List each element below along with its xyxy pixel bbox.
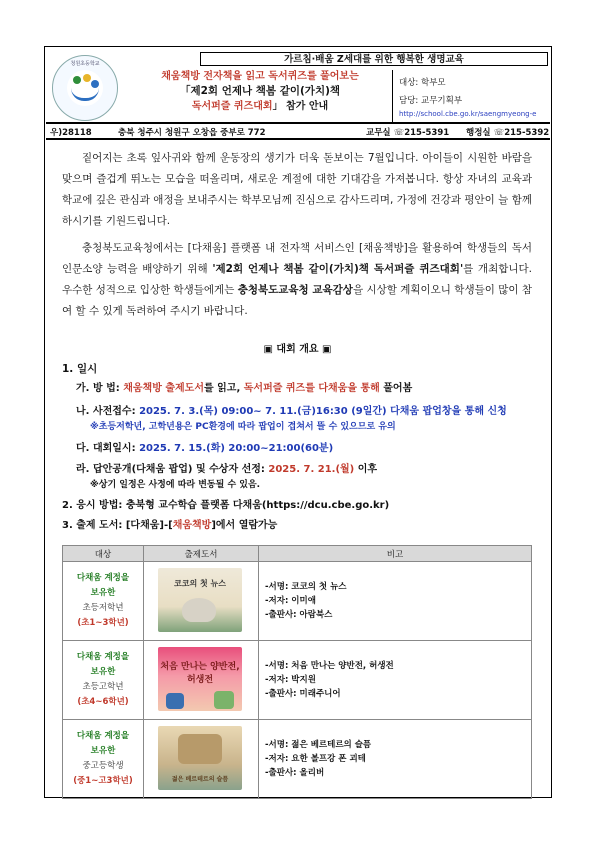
table-row <box>63 641 532 720</box>
dept-text: 담당: 교무기획부 <box>399 96 463 106</box>
book-cover-cell <box>144 562 259 641</box>
book-cover-image: 젊은 베르테르의 슬픔 <box>158 726 242 790</box>
book-cover-cell <box>144 641 259 720</box>
letter-meta <box>392 70 551 122</box>
pre-registration-line: 나. 사전접수: 2025. 7. 3.(목) 09:00~ 7. 11.(금)16:30 (9일간) 다채움 팝업창을 통해 신청 <box>76 406 507 417</box>
target-cell: 다채움 계정을 보유한 중고등학생 (중1~고3학년) <box>63 720 144 799</box>
target-cell: 다채움 계정을 보유한 초등고학년 (초4~6학년) <box>63 641 144 720</box>
target-cell: 다채움 계정을 보유한 초등저학년 (초1~3학년) <box>63 562 144 641</box>
table-row <box>63 720 532 799</box>
answer-release-line: 라. 답안공개(다채움 팝업) 및 수상자 선정: 2025. 7. 21.(월) 이후 <box>76 464 378 475</box>
table-header-row <box>63 546 532 562</box>
header-notes: 비고 <box>259 546 532 562</box>
title-line-1: 채움책방 전자책을 읽고 독서퀴즈를 풀어보는 <box>161 71 359 82</box>
section-schedule: 1. 일시 <box>62 363 98 375</box>
header-book: 출제도서 <box>144 546 259 562</box>
letter-title <box>130 70 390 120</box>
header-target: 대상 <box>63 546 144 562</box>
contest-paragraph: 충청북도교육청에서는 [다채움] 플랫폼 내 전자책 서비스인 [채움책방]을 활용하여 학생들의 독서인문소양 능력을 배양하기 위해 '제2회 언제나 책봄 같이(가치)책 독서퍼즐 퀴즈대회'를 개최합니다. 우수한 성적으로 입상한 학생들에게는 충청북도교육청 교육감상을 시상할 계획이오니 학생들이 많이 참여 할 수 있게 독려하여 주시기 바랍니다. <box>62 242 532 317</box>
book-info-cell: -서명: 처음 만나는 양반전, 허생전 -저자: 박지원 -출판사: 미래주니어 <box>259 641 532 720</box>
pre-registration-note: ※초등저학년, 고학년용은 PC환경에 따라 팝업이 겹쳐서 뜰 수 있으므로 유의 <box>90 422 396 432</box>
schedule-change-note: ※상기 일정은 사정에 따라 변동될 수 있음. <box>90 480 261 490</box>
book-cover-image: 처음 만나는 양반전, 허생전 <box>158 647 242 711</box>
school-logo <box>52 55 118 121</box>
book-table <box>62 545 532 799</box>
postal-code: 우)28118 <box>50 128 92 138</box>
books-line: 3. 출제 도서: [다채움]-[채움책방]에서 열람가능 <box>62 520 278 531</box>
method-line: 가. 방 법: 채움책방 출제도서를 읽고, 독서퍼즐 퀴즈를 다채움을 통해 풀어봄 <box>76 383 413 394</box>
school-url-link[interactable]: http://school.cbe.go.kr/saengmyeong-e <box>399 110 537 118</box>
apply-method-line: 2. 응시 방법: 충북형 교수학습 플랫폼 다채움(https://dcu.cbe.go.kr) <box>62 500 390 511</box>
address-bar <box>46 122 550 140</box>
title-line-2: 「제2회 언제나 책봄 같이(가치)책 <box>179 85 341 97</box>
school-address: 충북 청주시 청원구 오창읍 중부로 772 <box>118 128 266 138</box>
admin-phone: 행정실 ☏215-5392 <box>466 128 550 138</box>
book-cover-cell <box>144 720 259 799</box>
greeting-paragraph: 짙어지는 초록 잎사귀와 함께 운동장의 생기가 더욱 돋보이는 7월입니다. 아이들이 시원한 바람을 맞으며 즐겁게 뛰노는 모습을 떠올리며, 새로운 계절에 대한 기대감을 가져봅니다. 항상 자녀의 교육과 학교에 깊은 관심과 애정을 보내주시는 학부모님께 진심으로 감사드리며, 가정에 건강과 평안이 늘 함께 하시기를 기원드립니다. <box>62 152 532 227</box>
title-line-3: 독서퍼즐 퀴즈대회」 참가 안내 <box>191 101 329 112</box>
target-text: 대상: 학부모 <box>399 78 446 88</box>
book-cover-image: 코코의 첫 뉴스 <box>158 568 242 632</box>
book-info-cell: -서명: 코코의 첫 뉴스 -저자: 이미애 -출판사: 아람북스 <box>259 562 532 641</box>
logo-text: 청원초등학교 <box>70 61 100 67</box>
book-info-cell: -서명: 젊은 베르테르의 슬픔 -저자: 요한 볼프강 폰 괴테 -출판사: 올리버 <box>259 720 532 799</box>
overview-heading: ▣ 대회 개요 ▣ <box>263 344 332 355</box>
school-slogan: 가르침·배움 Z세대를 위한 행복한 생명교육 <box>200 52 548 66</box>
office-phone: 교무실 ☏215-5391 <box>366 128 450 138</box>
contest-date-line: 다. 대회일시: 2025. 7. 15.(화) 20:00~21:00(60분) <box>76 443 334 454</box>
table-row <box>63 562 532 641</box>
